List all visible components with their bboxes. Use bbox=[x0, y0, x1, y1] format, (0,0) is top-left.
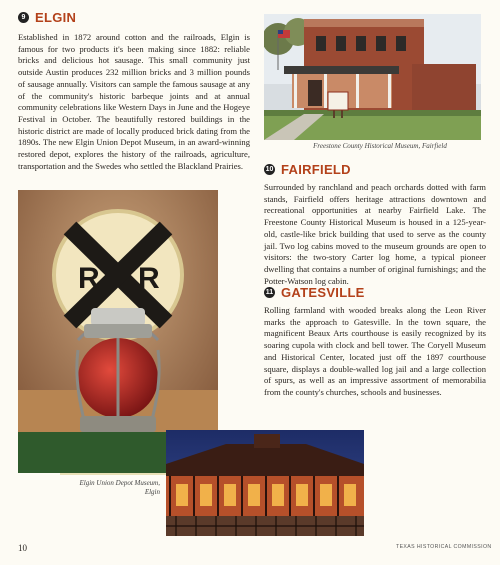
section-number-badge: 11 bbox=[265, 289, 274, 296]
section-heading-gatesville: GATESVILLE bbox=[281, 285, 365, 300]
section-text-fairfield: Surrounded by ranchland and peach orchards dotted with farm stands, Fairfield offers heritage attractions downtown and recreational opportunities at nearby Fairfield Lake. The Freestone County Historical Museum is housed in a 125-year-old, castle-like brick building that used to serve as the county jail. Two log cabins moved to the museum grounds are open to visitors: the two-story Carter log home, a typical pioneer dwelling that contains a number of original furnishings; and the Potter-Watson log cabin. bbox=[264, 182, 486, 286]
photo-elgin-depot bbox=[166, 430, 364, 536]
photo-caption-elgin bbox=[60, 479, 160, 497]
svg-text:R: R bbox=[78, 262, 100, 295]
section-text-elgin: Established in 1872 around cotton and the railroads, Elgin is famous for two products it's been making since 1882: reliable bricks and delicious hot sausage. This small community just outside Austin produces 232 million bricks and 3 million pounds of sausage annually. Visitors can sample the famous sausage at any of the community's historic barbeque joints and at annual community celebrations like Western Days in June and the Hogeye Festival in October. The beautifully restored buildings in the historic district are made of locally produced brick dating from the 1890s. The new Elgin Union Depot Museum, in an award-winning restored depot, explores the history of the railroads, agriculture, transportation and the Swedes who settled the Blackland Prairies. bbox=[18, 32, 250, 171]
photo-freestone-museum bbox=[264, 14, 481, 140]
section-number-badge: 9 bbox=[18, 12, 29, 23]
section-number-badge: 10 bbox=[265, 166, 274, 173]
section-text-gatesville: Rolling farmland with wooded breaks along the Leon River marks the approach to Gatesville. In the town square, the magnificent Beaux Arts courthouse is easily recognized by its soaring cupola with clock and bell tower. The Coryell Museum and Historical Center, located just off the 1897 courthouse square, displays a double-walled log jail and a large collection of spurs, as well as an impressive assortment of memorabilia from the county's churches, schools and businesses. bbox=[264, 305, 486, 397]
caption-line: Elgin bbox=[144, 488, 160, 496]
section-heading-elgin: ELGIN bbox=[35, 10, 77, 25]
photo-caption-freestone: Freestone County Historical Museum, Fairfield bbox=[313, 142, 447, 150]
footer-credit: TEXAS HISTORICAL COMMISSION bbox=[396, 544, 492, 550]
caption-line: Elgin Union Depot Museum, bbox=[79, 479, 160, 487]
section-heading-fairfield: FAIRFIELD bbox=[281, 162, 351, 177]
caption-rule bbox=[60, 473, 170, 475]
svg-text:R: R bbox=[138, 262, 160, 295]
page-number: 10 bbox=[18, 543, 27, 553]
